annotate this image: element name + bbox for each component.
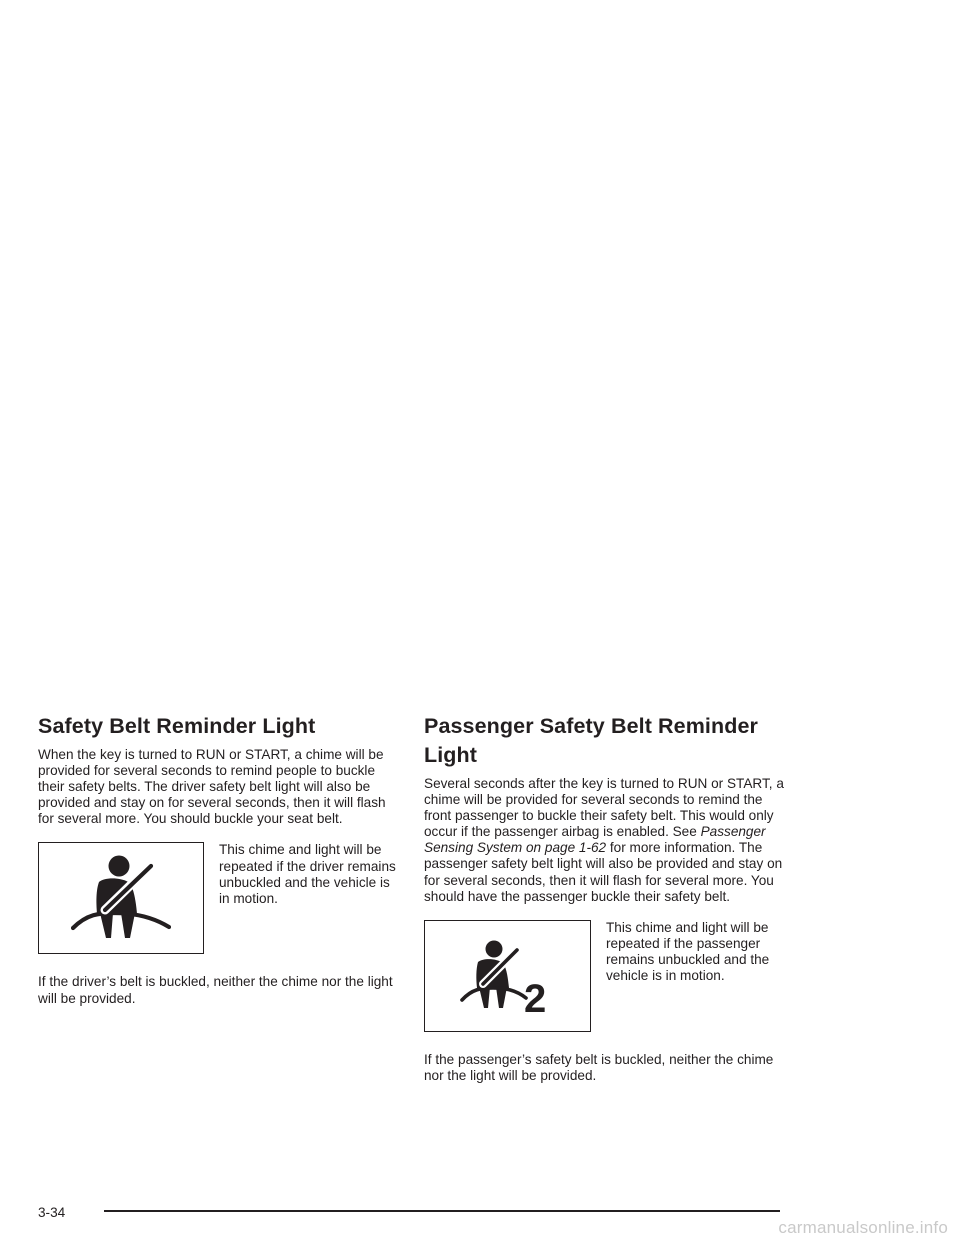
passenger-belt-side-text: This chime and light will be repeated if the passenger remains unbuckled and the vehicle is in motion.: [606, 919, 770, 984]
safety-belt-side-text: This chime and light will be repeated if the driver remains unbuckled and the vehicle is in motion.: [219, 842, 396, 906]
passenger-safety-belt-icon-box: [424, 920, 591, 1032]
watermark: carmanualsonline.info: [778, 1218, 948, 1237]
passenger-belt-closing-paragraph: If the passenger’s safety belt is buckled, neither the chime nor the light will be provided.: [424, 1051, 774, 1083]
passenger-intro-text-end: for more information. The passenger safety belt light will also be provided and stay on for several seconds, then it will flash for several more. You should have the passenger buckle their safety belt.: [424, 840, 783, 904]
safety-belt-icon-box: [38, 842, 204, 954]
right-column: [424, 712, 790, 1099]
passenger-intro-paragraph: [424, 776, 790, 905]
safety-belt-icon: [71, 852, 171, 944]
passenger-safety-belt-icon: [460, 938, 556, 1014]
safety-belt-closing-paragraph: If the driver’s belt is buckled, neither the chime nor the light will be provided.: [38, 974, 393, 1006]
safety-belt-intro-paragraph: When the key is turned to RUN or START, a chime will be provided for several seconds to remind people to buckle their safety belts. The driver safety belt light will also be provided and stay on for several seconds, then it will flash for several more. You should buckle your seat belt.: [38, 747, 386, 827]
footer-divider: [104, 1210, 780, 1212]
passenger-sensing-system-reference: Passenger Sensing System on page 1-62: [424, 824, 766, 856]
passenger-intro-text-start: Several seconds after the key is turned to RUN or START, a chime will be provided for several seconds to remind the front passenger to buckle their safety belt. This would only occur if the passenger airbag is enabled. See: [424, 776, 784, 840]
safety-belt-figure-row: [38, 842, 398, 954]
passenger-seat-number: 2: [523, 976, 546, 1014]
left-column: [38, 712, 398, 1022]
passenger-belt-figure-row: [424, 920, 790, 1032]
section-heading-safety-belt-reminder: Safety Belt Reminder Light: [38, 714, 316, 738]
page-number: 3-34: [38, 1205, 66, 1220]
section-heading-passenger-safety-belt-reminder: Passenger Safety Belt Reminder Light: [424, 714, 758, 767]
